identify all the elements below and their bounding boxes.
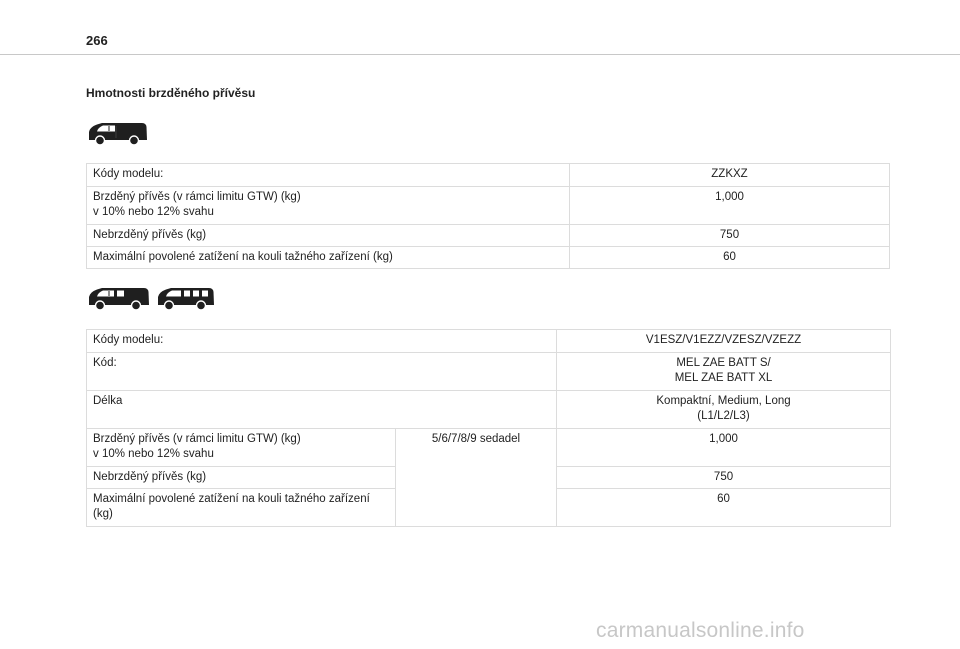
table-row xyxy=(87,247,890,269)
section-title: Hmotnosti brzděného přívěsu xyxy=(86,86,256,100)
row-label: Nebrzděný přívěs (kg) xyxy=(87,467,396,489)
row-value: 60 xyxy=(570,247,890,269)
row-value: 750 xyxy=(557,467,891,489)
row-value: ZZKXZ xyxy=(570,164,890,187)
page-number: 266 xyxy=(86,33,108,48)
table-row xyxy=(87,225,890,247)
row-label: Kód: xyxy=(87,353,557,391)
watermark: carmanualsonline.info xyxy=(596,619,805,642)
row-label: Kódy modelu: xyxy=(87,164,570,187)
van-icon xyxy=(86,287,150,311)
table-row xyxy=(87,187,890,225)
row-value: Kompaktní, Medium, Long (L1/L2/L3) xyxy=(557,391,891,429)
row-value: 750 xyxy=(570,225,890,247)
row-label: Maximální povolené zatížení na kouli tažného zařízení (kg) xyxy=(87,489,396,527)
row-value: 60 xyxy=(557,489,891,527)
table-row xyxy=(87,353,891,391)
row-label: Nebrzděný přívěs (kg) xyxy=(87,225,570,247)
row-value: MEL ZAE BATT S/ MEL ZAE BATT XL xyxy=(557,353,891,391)
trailer-weights-table-2 xyxy=(86,329,891,527)
trailer-weights-table-1 xyxy=(86,163,890,269)
header-divider xyxy=(0,54,960,55)
compact-van-icon xyxy=(86,122,148,146)
row-label: Brzděný přívěs (v rámci limitu GTW) (kg) v 10% nebo 12% svahu xyxy=(87,187,570,225)
row-value: 1,000 xyxy=(570,187,890,225)
table-row xyxy=(87,429,891,467)
table-row xyxy=(87,164,890,187)
row-value: V1ESZ/V1EZZ/VZESZ/VZEZZ xyxy=(557,330,891,353)
table-row xyxy=(87,330,891,353)
row-value: 1,000 xyxy=(557,429,891,467)
row-label: Délka xyxy=(87,391,557,429)
row-label: Brzděný přívěs (v rámci limitu GTW) (kg) v 10% nebo 12% svahu xyxy=(87,429,396,467)
seating-group-label: 5/6/7/8/9 sedadel xyxy=(396,429,557,527)
row-label: Maximální povolené zatížení na kouli tažného zařízení (kg) xyxy=(87,247,570,269)
table-row xyxy=(87,391,891,429)
row-label: Kódy modelu: xyxy=(87,330,557,353)
long-van-icon xyxy=(155,287,215,311)
